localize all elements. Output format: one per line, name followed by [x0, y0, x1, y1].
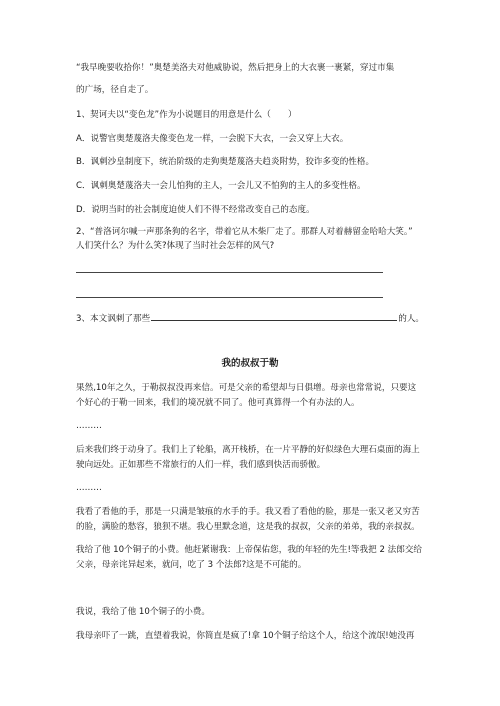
- option-d: D．说明当时的社会制度迫使人们不得不经常改变自己的态度。: [76, 205, 315, 215]
- paragraph-line: 果然,10年之久，于勒叔叔没再来信。可是父亲的希望却与日俱增。母亲也常常说，只要这: [76, 383, 417, 393]
- question-3-prefix: 3、本文讽刺了那些: [76, 314, 151, 324]
- text-line: “我早晚要收拾你！”奥楚美洛夫对他威胁说，然后把身上的大衣裹一裹紧，穿过市集: [76, 63, 395, 73]
- paragraph-line: 我母亲吓了一跳，直望着我说，你简直是疯了!拿 10个铜子给这个人，给这个流氓!她没再: [76, 631, 415, 641]
- question-3: [76, 311, 426, 325]
- paragraph-line: 我给了他 10个铜子的小费。他赶紧谢我：上帝保佑您，我的年轻的先生!等我把 2 法郎交给: [76, 545, 423, 555]
- option-c: C．讽刺奥楚蔑洛夫一会儿怕狗的主人，一会儿又不怕狗的主人的多变性格。: [76, 181, 366, 191]
- question-1: 1、契诃夫以“变色龙”作为小说题目的用意是什么（ ）: [76, 110, 297, 120]
- answer-line: [76, 297, 383, 298]
- paragraph-line: 我看了看他的手，那是一只满是皱痕的水手的手。我又看了看他的脸，那是一张又老又穷苦: [76, 507, 420, 517]
- story-title: 我的叔叔于勒: [221, 358, 279, 369]
- paragraph-line: 驶向远处。正如那些不常旅行的人们一样，我们感到快活而骄傲。: [76, 460, 326, 470]
- paragraph-line: 父亲，母亲诧异起来，就问，吃了 3 个法郎?这是不可能的。: [76, 560, 307, 570]
- answer-line: [76, 272, 383, 273]
- question-3-suffix: 的人。: [398, 314, 425, 324]
- ellipsis: ………: [76, 483, 102, 493]
- text-line: 的广场，径自走了。: [76, 85, 154, 95]
- paragraph-line: 我说，我给了他 10个铜子的小费。: [76, 607, 210, 617]
- paragraph-line: 后来我们终于动身了。我们上了轮船，离开栈桥，在一片平静的好似绿色大理石桌面的海上: [76, 445, 420, 455]
- ellipsis: ………: [76, 421, 102, 431]
- paragraph-line: 的脸，满脸的愁容，狼狈不堪。我心里默念道，这是我的叔叔，父亲的弟弟，我的亲叔叔。: [76, 522, 420, 532]
- paragraph-line: 个好心的于勒一回来，我们的境况就不同了。他可真算得一个有办法的人。: [76, 398, 360, 408]
- question-2: 2、“普洛诃尔喊一声那条狗的名字，带着它从木柴厂走了。那群人对着赫留金哈哈大笑。”: [76, 227, 413, 237]
- option-b: B．讽刺沙皇制度下，统治阶级的走狗奥楚蔑洛夫趋炎附势，狡诈多变的性格。: [76, 157, 375, 167]
- option-a: A．说警官奥楚蔑洛夫像变色龙一样，一会脱下大衣，一会又穿上大衣。: [76, 134, 349, 144]
- fill-blank: [151, 311, 397, 321]
- question-2-cont: 人们笑什么？为什么笑?体现了当时社会怎样的风气?: [76, 241, 275, 251]
